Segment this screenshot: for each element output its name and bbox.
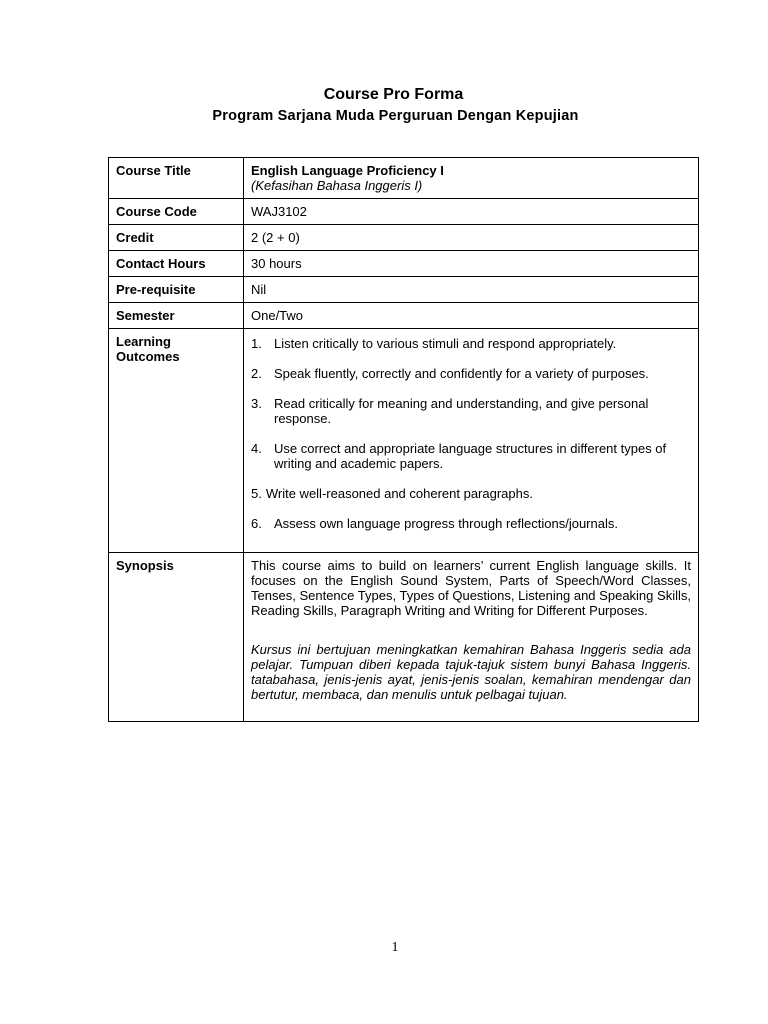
value-learning-outcomes <box>244 329 699 553</box>
row-course-title <box>109 158 699 199</box>
synopsis-malay: Kursus ini bertujuan meningkatkan kemahiran Bahasa Inggeris sedia ada pelajar. Tumpuan diberi kepada tajuk-tajuk sistem bunyi Bahasa Inggeris. tatabahasa, jenis-jenis ayat, jenis-jenis soalan, kemahiran mendengar dan bertutur, membaca, dan menulis untuk pelbagai tujuan. <box>251 642 691 702</box>
value-course-title <box>244 158 699 199</box>
row-synopsis <box>109 553 699 722</box>
row-course-code <box>109 199 699 225</box>
value-synopsis <box>244 553 699 722</box>
list-item <box>251 336 691 351</box>
list-item-number: 3. <box>251 396 262 411</box>
list-item-text: Assess own language progress through reflections/journals. <box>274 516 618 531</box>
list-item <box>251 396 691 426</box>
label-course-title: Course Title <box>109 158 244 199</box>
list-item-number: 5. <box>251 486 262 501</box>
document-subtitle: Program Sarjana Muda Perguruan Dengan Kepujian <box>212 108 579 124</box>
page-number: 1 <box>391 940 399 955</box>
label-contact-hours: Contact Hours <box>109 251 244 277</box>
label-learning-outcomes: Learning Outcomes <box>109 329 244 553</box>
list-item-text: Read critically for meaning and understanding, and give personal response. <box>274 396 649 426</box>
row-learning-outcomes <box>109 329 699 553</box>
value-semester: One/Two <box>244 303 699 329</box>
list-item-text: Speak fluently, correctly and confidently for a variety of purposes. <box>274 366 649 381</box>
list-item <box>251 366 691 381</box>
list-item-text: Write well-reasoned and coherent paragraphs. <box>265 486 533 501</box>
value-contact-hours: 30 hours <box>244 251 699 277</box>
course-proforma-table <box>108 157 699 722</box>
label-semester: Semester <box>109 303 244 329</box>
document-title: Course Pro Forma <box>323 86 464 103</box>
list-item-number: 2. <box>251 366 262 381</box>
list-item <box>251 441 691 471</box>
value-prerequisite: Nil <box>244 277 699 303</box>
list-item-number: 4. <box>251 441 262 456</box>
label-credit: Credit <box>109 225 244 251</box>
row-contact-hours <box>109 251 699 277</box>
list-item-number: 1. <box>251 336 262 351</box>
synopsis-english: This course aims to build on learners’ current English language skills. It focuses on the English Sound System, Parts of Speech/Word Classes, Tenses, Sentence Types, Types of Questions, Listening and Speaking Skills, Reading Skills, Paragraph Writing and Writing for Different Purposes. <box>251 558 691 618</box>
list-item-text: Listen critically to various stimuli and respond appropriately. <box>274 336 617 351</box>
row-prerequisite <box>109 277 699 303</box>
row-semester <box>109 303 699 329</box>
label-course-code: Course Code <box>109 199 244 225</box>
value-course-code: WAJ3102 <box>244 199 699 225</box>
list-item <box>251 486 691 501</box>
course-title-malay: (Kefasihan Bahasa Inggeris I) <box>251 178 423 193</box>
value-credit: 2 (2 + 0) <box>244 225 699 251</box>
label-prerequisite: Pre-requisite <box>109 277 244 303</box>
list-item-number: 6. <box>251 516 262 531</box>
list-item <box>251 516 691 531</box>
learning-outcomes-list <box>251 336 691 531</box>
list-item-text: Use correct and appropriate language structures in different types of writing and academic papers. <box>274 441 667 471</box>
label-synopsis: Synopsis <box>109 553 244 722</box>
row-credit <box>109 225 699 251</box>
course-title-english: English Language Proficiency I <box>251 163 444 178</box>
